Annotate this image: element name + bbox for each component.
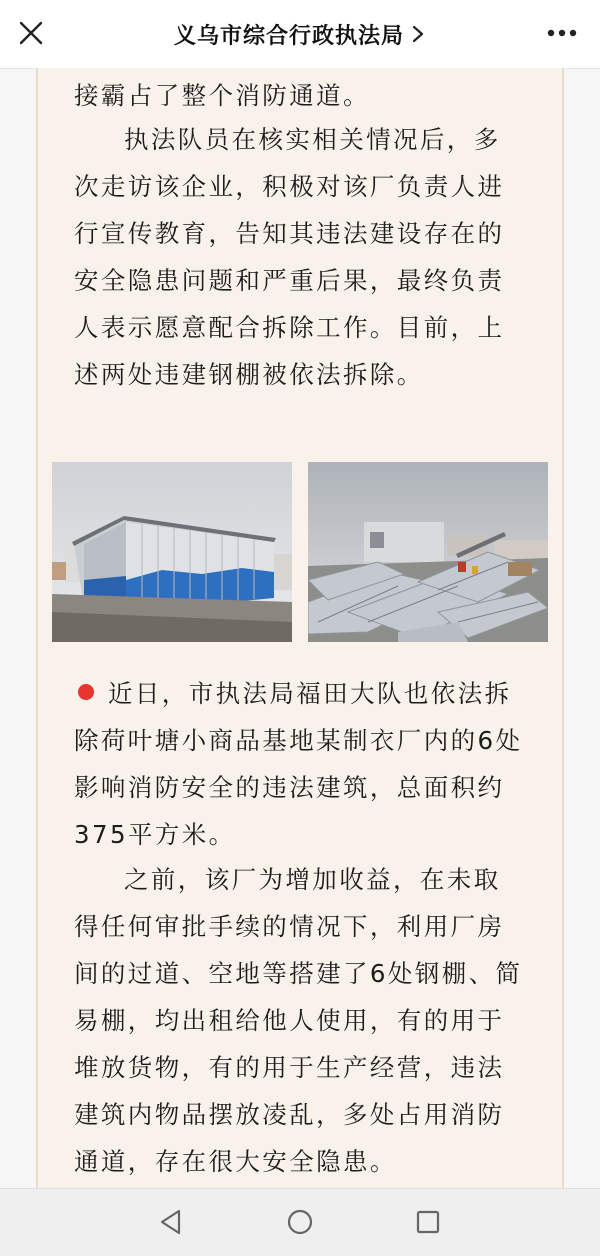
account-title-link[interactable]	[110, 0, 490, 68]
paragraph-4	[74, 856, 530, 1185]
text-line: 行宣传教育，告知其违法建设存在的	[74, 219, 505, 248]
paragraph-1	[74, 72, 530, 119]
article-right-border	[562, 68, 564, 1188]
home-button[interactable]	[285, 1207, 315, 1237]
back-button[interactable]	[156, 1207, 186, 1237]
text-line: 安全隐患问题和严重后果，最终负责	[74, 266, 505, 295]
text-line: 除荷叶塘小商品基地某制衣厂内的6处	[74, 726, 523, 755]
back-triangle-icon	[156, 1207, 186, 1237]
text-line: 执法队员在核实相关情况后，多	[124, 125, 501, 154]
home-circle-icon	[285, 1207, 315, 1237]
text-line: 得任何审批手续的情况下，利用厂房	[74, 912, 505, 941]
close-icon	[14, 16, 48, 50]
system-nav-bar	[0, 1188, 600, 1256]
recents-square-icon	[413, 1207, 443, 1237]
text-line: 375平方米。	[74, 820, 236, 849]
photo-shed-after[interactable]	[308, 462, 548, 642]
paragraph-2	[74, 116, 530, 398]
article-left-border	[36, 68, 38, 1188]
text-line: 近日，市执法局福田大队也依法拆	[108, 679, 512, 708]
text-line: 次走访该企业，积极对该厂负责人进	[74, 172, 505, 201]
chevron-right-icon	[410, 24, 426, 44]
paragraph-3	[74, 670, 530, 858]
text-line: 建筑内物品摆放凌乱，多处占用消防	[74, 1100, 505, 1129]
text-line: 影响消防安全的违法建筑，总面积约	[74, 773, 505, 802]
more-dots-icon	[542, 16, 582, 50]
text-line: 易棚，均出租给他人使用，有的用于	[74, 1006, 505, 1035]
page-title: 义乌市综合行政执法局	[173, 23, 404, 49]
text-line: 之前，该厂为增加收益，在未取	[124, 865, 501, 894]
text-line: 间的过道、空地等搭建了6处钢棚、简	[74, 959, 523, 988]
app-top-bar	[0, 0, 600, 69]
text-line: 通道，存在很大安全隐患。	[74, 1147, 397, 1176]
more-button[interactable]	[542, 16, 582, 50]
close-button[interactable]	[14, 16, 48, 50]
text-line: 人表示愿意配合拆除工作。目前，上	[74, 313, 505, 342]
text-line: 述两处违建钢棚被依法拆除。	[74, 360, 424, 389]
photo-shed-before[interactable]	[52, 462, 292, 642]
text-line: 堆放货物，有的用于生产经营，违法	[74, 1053, 505, 1082]
text-line: 接霸占了整个消防通道。	[74, 81, 370, 110]
recents-button[interactable]	[413, 1207, 443, 1237]
